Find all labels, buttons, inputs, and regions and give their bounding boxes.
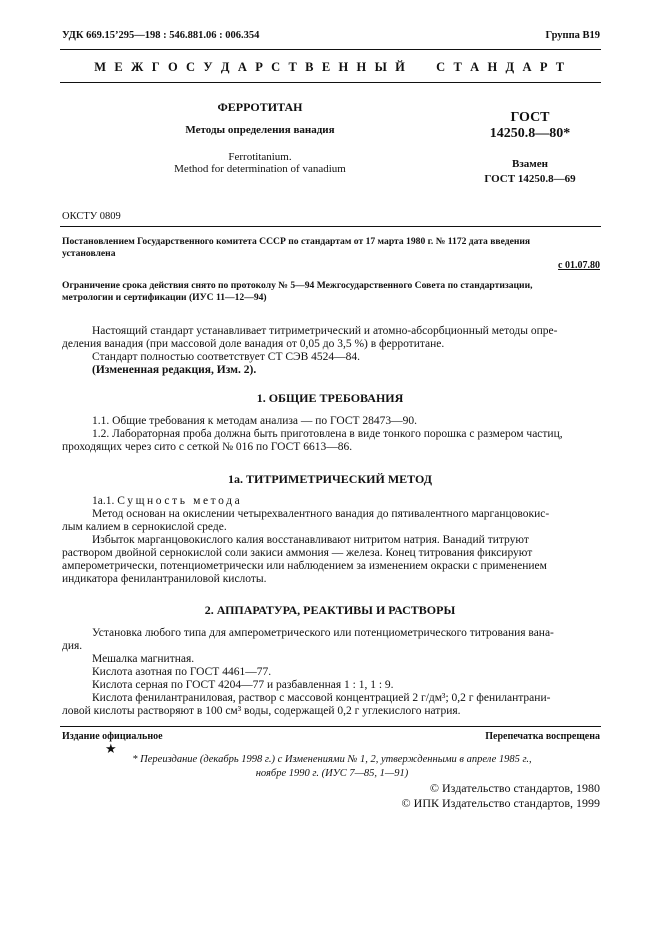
doc-subtitle: Методы определения ванадия: [185, 124, 335, 136]
copyright-1999: © ИПК Издательство стандартов, 1999: [401, 796, 600, 810]
effective-date: с 01.07.80: [558, 260, 600, 271]
note-line: ноябре 1990 г. (ИУС 7—85, 1—91): [255, 768, 409, 779]
amendment-note: (Измененная редакция, Изм. 2).: [92, 364, 257, 376]
gost-label: ГОСТ: [510, 110, 550, 125]
star-icon: ★: [105, 741, 117, 756]
note-line: * Переиздание (декабрь 1998 г.) с Изменениями № 1, 2, утвержденными в апреле 1985 г.,: [132, 754, 532, 765]
section-2-body: [62, 627, 602, 718]
okstu-code: ОКСТУ 0809: [62, 211, 121, 222]
clause-number: 1а.1.: [92, 495, 115, 507]
replaces-label: Взамен: [512, 158, 548, 170]
intro: [62, 325, 602, 377]
replaces-number: ГОСТ 14250.8—69: [484, 173, 576, 185]
udk-code: УДК 669.15’295—198 : 546.881.06 : 006.354: [62, 30, 260, 41]
paragraph-line: ловой кислоты растворяют в 100 см³ воды, содержащей 0,2 г углекислого натрия.: [62, 705, 461, 717]
banner-rule: [60, 82, 601, 83]
paragraph-line: Метод основан на окислении четырехвалентного ванадия до пятивалентного марганцовокис-: [92, 508, 550, 520]
decree-line: Постановлением Государственного комитета СССР по стандартам от 17 марта 1980 г. № 1172 дата введения: [62, 236, 531, 247]
section-1a-body: [62, 495, 602, 586]
paragraph-line: Мешалка магнитная.: [92, 653, 195, 665]
intro-line: Стандарт полностью соответствует СТ СЭВ 4524—84.: [92, 351, 361, 363]
paragraph-line: Избыток марганцовокислого калия восстанавливают нитритом натрия. Ванадий титруют: [92, 534, 529, 546]
paragraph-line: индикатора фенилантраниловой кислоты.: [62, 573, 267, 585]
paragraph-line: раствором двойной сернокислой соли закиси аммония — железа. Конец титрования фиксируют: [62, 547, 533, 559]
official-edition: Издание официальное: [62, 731, 163, 742]
paragraph-line: Кислота азотная по ГОСТ 4461—77.: [92, 666, 272, 678]
paragraph-line: Кислота фенилантраниловая, раствор с массовой концентрацией 2 г/дм³; 0,2 г фенилантрани-: [92, 692, 551, 704]
paragraph-line: Кислота серная по ГОСТ 4204—77 и разбавленная 1 : 1, 1 : 9.: [92, 679, 394, 691]
clause: 1.2. Лабораторная проба должна быть приготовлена в виде тонкого порошка с размером частиц,: [92, 428, 563, 440]
copyright-1980: © Издательство стандартов, 1980: [429, 781, 600, 795]
clause-continuation: проходящих через сито с сеткой № 016 по ГОСТ 6613—86.: [62, 441, 353, 453]
clause: 1.1. Общие требования к методам анализа — по ГОСТ 28473—90.: [92, 415, 418, 427]
group-code: Группа В19: [545, 30, 600, 41]
en-title: Ferrotitanium.: [228, 151, 292, 163]
intro-line: деления ванадия (при массовой доле ванадия от 0,05 до 3,5 %) в ферротитане.: [62, 338, 445, 350]
restriction-line: Ограничение срока действия снято по протоколу № 5—94 Межгосударственного Совета по стандартизации,: [62, 280, 533, 291]
section-2-heading: 2. АППАРАТУРА, РЕАКТИВЫ И РАСТВОРЫ: [204, 603, 456, 617]
okstu-rule: [60, 226, 601, 227]
decree-line: установлена: [62, 248, 116, 259]
paragraph-line: дия.: [62, 640, 83, 652]
paragraph-line: лым калием в сернокислой среде.: [62, 521, 227, 533]
standard-banner: М Е Ж Г О С У Д А Р С Т В Е Н Н Ы Й С Т А Н Д А Р Т: [94, 60, 567, 74]
intro-line: Настоящий стандарт устанавливает титриметрический и атомно-абсорбционный методы опре-: [92, 325, 558, 337]
decree-text: [62, 236, 602, 260]
section-1a-heading: 1а. ТИТРИМЕТРИЧЕСКИЙ МЕТОД: [227, 472, 433, 486]
header-rule: [60, 49, 601, 50]
reprint-notice: Перепечатка воспрещена: [485, 731, 600, 742]
restriction-line: метрологии и сертификации (ИУС 11—12—94): [62, 292, 267, 303]
restriction-text: [62, 280, 602, 304]
footer-rule: [60, 726, 601, 727]
paragraph-line: амперометрически, потенциометрически или наблюдением за изменением окраски с применением: [62, 560, 547, 572]
gost-number: 14250.8—80*: [489, 126, 571, 141]
doc-title: ФЕРРОТИТАН: [217, 100, 303, 114]
en-subtitle: Method for determination of vanadium: [174, 163, 346, 175]
paragraph-line: Установка любого типа для амперометрического или потенциометрического титрования вана-: [92, 627, 554, 639]
section-1-heading: 1. ОБЩИЕ ТРЕБОВАНИЯ: [256, 391, 404, 405]
section-1-body: [62, 415, 602, 454]
clause-title: Сущность метода: [117, 495, 243, 507]
reissue-note: [62, 753, 602, 781]
